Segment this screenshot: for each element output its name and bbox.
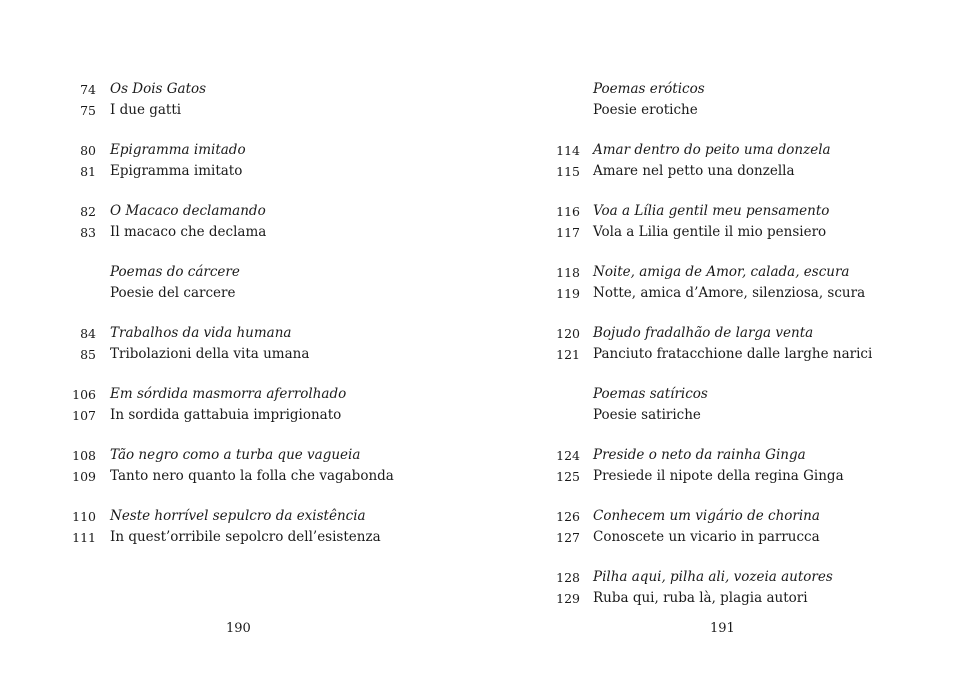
toc-entry [483, 262, 965, 304]
translated-title: Notte, amica d’Amore, silenziosa, scura [593, 285, 866, 301]
translated-title-line [0, 344, 482, 365]
page-ref-number: 80 [80, 143, 96, 158]
page-ref-number: 111 [72, 530, 96, 545]
toc-entry [483, 567, 965, 609]
translated-title: Tanto nero quanto la folla che vagabonda [110, 468, 394, 484]
page-ref-number: 124 [556, 448, 580, 463]
page-ref-number: 126 [556, 509, 580, 524]
toc-entry [483, 201, 965, 243]
original-title: Voa a Lília gentil meu pensamento [593, 203, 830, 219]
original-title: Bojudo fradalhão de larga venta [593, 325, 814, 341]
toc-entry [0, 140, 482, 182]
page-ref-number: 82 [80, 204, 96, 219]
page-ref-number: 83 [80, 225, 96, 240]
page-ref-number: 108 [72, 448, 96, 463]
page-ref-number: 110 [72, 509, 96, 524]
toc-entry [0, 445, 482, 487]
translated-title: In sordida gattabuia imprigionato [110, 407, 342, 423]
translated-title: Poesie del carcere [110, 285, 236, 301]
translated-title: I due gatti [110, 102, 182, 118]
translated-title-line [0, 222, 482, 243]
page-ref-number: 116 [556, 204, 580, 219]
right-page [483, 0, 965, 700]
translated-title-line [483, 100, 965, 121]
translated-title-line [483, 161, 965, 182]
page-ref-number: 81 [80, 164, 96, 179]
original-title: Epigramma imitado [110, 142, 246, 158]
page-ref-number: 120 [556, 326, 580, 341]
original-title-line [483, 140, 965, 161]
translated-title-line [0, 527, 482, 548]
translated-title-line [483, 344, 965, 365]
translated-title-line [483, 283, 965, 304]
translated-title: Epigramma imitato [110, 163, 243, 179]
translated-title-line [0, 100, 482, 121]
original-title-line [483, 323, 965, 344]
original-title-line [0, 201, 482, 222]
translated-title: Presiede il nipote della regina Ginga [593, 468, 844, 484]
page-ref-number: 125 [556, 469, 580, 484]
left-page [0, 0, 482, 700]
toc-entry [0, 79, 482, 121]
page-ref-number: 74 [80, 82, 96, 97]
translated-title-line [0, 405, 482, 426]
translated-title: Vola a Lilia gentile il mio pensiero [593, 224, 827, 240]
translated-title-line [0, 466, 482, 487]
original-title: Trabalhos da vida humana [110, 325, 292, 341]
page-ref-number: 85 [80, 347, 96, 362]
original-title-line [0, 262, 482, 283]
original-title-line [483, 567, 965, 588]
original-title: Amar dentro do peito uma donzela [593, 142, 831, 158]
translated-title: Il macaco che declama [110, 224, 267, 240]
translated-title: Conoscete un vicario in parrucca [593, 529, 820, 545]
translated-title: In quest’orribile sepolcro dell’esistenza [110, 529, 381, 545]
toc-entry [0, 262, 482, 304]
toc-entry [0, 506, 482, 548]
toc-entry [483, 384, 965, 426]
page-ref-number: 115 [556, 164, 580, 179]
original-title-line [0, 445, 482, 466]
page-ref-number: 107 [72, 408, 96, 423]
translated-title-line [483, 405, 965, 426]
toc-entry [483, 79, 965, 121]
original-title: Poemas do cárcere [110, 264, 240, 280]
toc-list [0, 79, 482, 567]
original-title: Os Dois Gatos [110, 81, 207, 97]
original-title-line [483, 384, 965, 405]
original-title-line [483, 506, 965, 527]
page-ref-number: 128 [556, 570, 580, 585]
translated-title-line [483, 527, 965, 548]
page-ref-number: 129 [556, 591, 580, 606]
page-number: 191 [710, 621, 735, 636]
page-ref-number: 75 [80, 103, 96, 118]
toc-entry [0, 201, 482, 243]
original-title: Poemas eróticos [593, 81, 705, 97]
translated-title: Panciuto fratacchione dalle larghe narici [593, 346, 873, 362]
original-title-line [483, 79, 965, 100]
page-ref-number: 109 [72, 469, 96, 484]
original-title-line [0, 384, 482, 405]
original-title: Poemas satíricos [593, 386, 708, 402]
translated-title-line [0, 283, 482, 304]
translated-title: Poesie erotiche [593, 102, 698, 118]
original-title-line [0, 506, 482, 527]
original-title: Neste horrível sepulcro da existência [110, 508, 366, 524]
page-ref-number: 119 [556, 286, 580, 301]
toc-entry [0, 384, 482, 426]
translated-title-line [483, 222, 965, 243]
page-ref-number: 106 [72, 387, 96, 402]
original-title: Em sórdida masmorra aferrolhado [110, 386, 347, 402]
original-title-line [483, 262, 965, 283]
original-title: O Macaco declamando [110, 203, 266, 219]
page-ref-number: 127 [556, 530, 580, 545]
page-ref-number: 114 [556, 143, 580, 158]
original-title-line [0, 79, 482, 100]
translated-title: Amare nel petto una donzella [593, 163, 795, 179]
original-title: Preside o neto da rainha Ginga [593, 447, 806, 463]
original-title: Tão negro como a turba que vagueia [110, 447, 361, 463]
original-title-line [0, 323, 482, 344]
original-title-line [483, 201, 965, 222]
page-ref-number: 118 [556, 265, 580, 280]
toc-entry [483, 506, 965, 548]
page-ref-number: 84 [80, 326, 96, 341]
translated-title-line [483, 588, 965, 609]
page-ref-number: 121 [556, 347, 580, 362]
translated-title: Tribolazioni della vita umana [110, 346, 310, 362]
toc-list [483, 79, 965, 628]
page-ref-number: 117 [556, 225, 580, 240]
original-title-line [483, 445, 965, 466]
original-title: Pilha aqui, pilha ali, vozeia autores [593, 569, 833, 585]
toc-entry [483, 323, 965, 365]
translated-title: Poesie satiriche [593, 407, 701, 423]
page-number: 190 [226, 621, 251, 636]
toc-entry [483, 140, 965, 182]
toc-entry [0, 323, 482, 365]
original-title: Noite, amiga de Amor, calada, escura [593, 264, 850, 280]
translated-title-line [0, 161, 482, 182]
translated-title: Ruba qui, ruba là, plagia autori [593, 590, 808, 606]
translated-title-line [483, 466, 965, 487]
toc-entry [483, 445, 965, 487]
original-title-line [0, 140, 482, 161]
original-title: Conhecem um vigário de chorina [593, 508, 820, 524]
